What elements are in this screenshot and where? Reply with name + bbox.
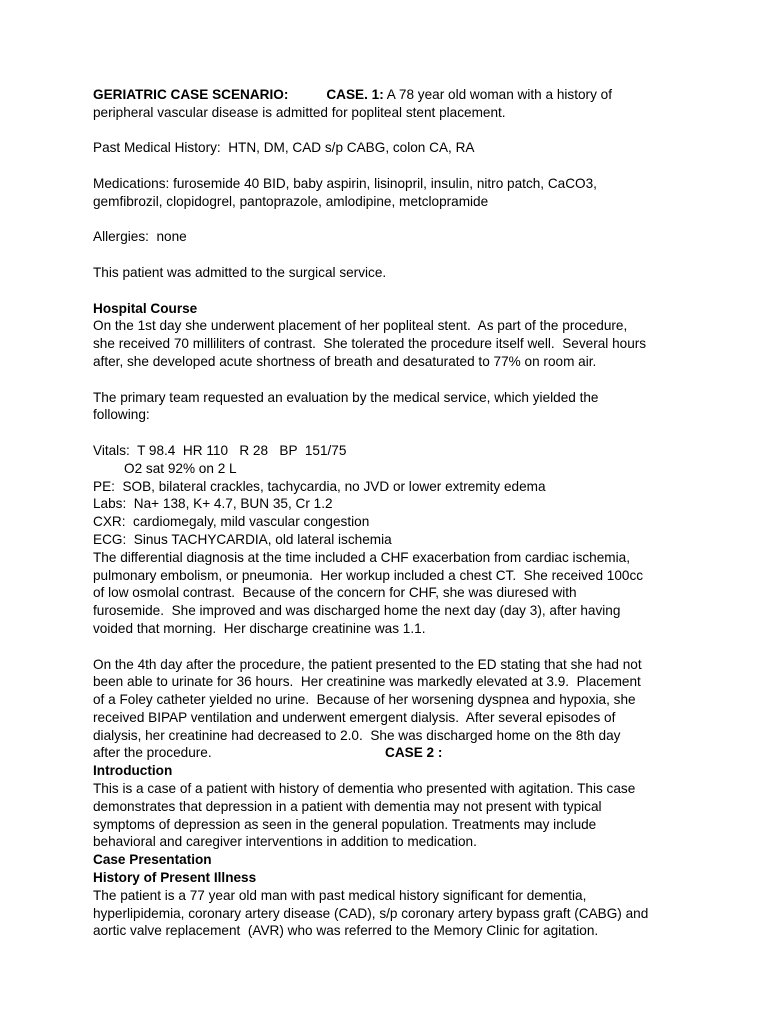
vitals: Vitals: T 98.4 HR 110 R 28 BP 151/75	[93, 442, 347, 458]
day4-line: On the 4th day after the procedure, the patient presented to the ED stating that she had not	[93, 656, 642, 672]
hospital-course-line: she received 70 milliliters of contrast. She tolerated the procedure itself well. Several hours	[93, 336, 647, 352]
differential-line: voided that morning. Her discharge creatinine was 1.1.	[93, 620, 426, 636]
case1-title-line	[93, 86, 693, 104]
day4-line: of a Foley catheter yielded no urine. Because of her worsening dyspnea and hypoxia, she	[93, 692, 636, 708]
day4-line: dialysis, her creatinine had decreased to 2.0. She was discharged home on the 8th day	[93, 727, 621, 743]
differential-line: furosemide. She improved and was discharged home the next day (day 3), after having	[93, 603, 621, 619]
introduction-line: demonstrates that depression in a patient with dementia may not present with typical	[93, 798, 602, 814]
differential-line: The differential diagnosis at the time included a CHF exacerbation from cardiac ischemia,	[93, 549, 630, 565]
chest-xray: CXR: cardiomegaly, mild vascular congestion	[93, 514, 370, 530]
document-body	[93, 86, 693, 940]
introduction-heading: Introduction	[93, 763, 173, 779]
hpi-line: hyperlipidemia, coronary artery disease (CAD), s/p coronary artery bypass graft (CABG) and	[93, 905, 649, 921]
case1-heading: CASE. 1:	[326, 87, 384, 102]
evaluation-line: The primary team requested an evaluation by the medical service, which yielded the	[93, 389, 599, 405]
day4-last-line: after the procedure.	[93, 745, 212, 761]
evaluation-line: following:	[93, 407, 150, 423]
hospital-course-line: On the 1st day she underwent placement of her popliteal stent. As part of the procedure,	[93, 318, 628, 334]
hpi-line: The patient is a 77 year old man with past medical history significant for dementia,	[93, 887, 587, 903]
admission-note: This patient was admitted to the surgical service.	[93, 264, 387, 280]
medications-line2: gemfibrozil, clopidogrel, pantoprazole, amlodipine, metclopramide	[93, 193, 489, 209]
hospital-course-line: after, she developed acute shortness of breath and desaturated to 77% on room air.	[93, 353, 597, 369]
introduction-line: behavioral and caregiver interventions in addition to medication.	[93, 834, 477, 850]
case1-intro-line2: peripheral vascular disease is admitted for popliteal stent placement.	[93, 104, 506, 120]
labs: Labs: Na+ 138, K+ 4.7, BUN 35, Cr 1.2	[93, 496, 333, 512]
introduction-line: symptoms of depression as seen in the general population. Treatments may include	[93, 816, 597, 832]
differential-line: of low osmolal contrast. Because of the concern for CHF, she was diuresed with	[93, 585, 577, 601]
case-presentation-heading: Case Presentation	[93, 852, 212, 868]
case-transition-line	[93, 744, 693, 762]
allergies: Allergies: none	[93, 229, 187, 245]
physical-exam: PE: SOB, bilateral crackles, tachycardia, no JVD or lower extremity edema	[93, 478, 546, 494]
day4-line: been able to urinate for 36 hours. Her creatinine was markedly elevated at 3.9. Placement	[93, 674, 641, 690]
ecg: ECG: Sinus TACHYCARDIA, old lateral ischemia	[93, 531, 392, 547]
medications-line1: Medications: furosemide 40 BID, baby aspirin, lisinopril, insulin, nitro patch, CaCO3,	[93, 175, 597, 191]
case2-heading: CASE 2 :	[385, 745, 443, 761]
o2-saturation: O2 sat 92% on 2 L	[124, 460, 237, 476]
case1-intro-text: A 78 year old woman with a history of	[383, 87, 612, 102]
geriatric-case-heading: GERIATRIC CASE SCENARIO:	[93, 87, 289, 102]
introduction-line: This is a case of a patient with history of dementia who presented with agitation. This case	[93, 781, 636, 797]
hpi-heading: History of Present Illness	[93, 870, 257, 886]
hpi-line: aortic valve replacement (AVR) who was referred to the Memory Clinic for agitation.	[93, 923, 599, 939]
past-medical-history: Past Medical History: HTN, DM, CAD s/p CABG, colon CA, RA	[93, 140, 475, 156]
day4-line: received BIPAP ventilation and underwent emergent dialysis. After several episodes of	[93, 709, 616, 725]
differential-line: pulmonary embolism, or pneumonia. Her workup included a chest CT. She received 100cc	[93, 567, 644, 583]
hospital-course-heading: Hospital Course	[93, 300, 198, 316]
